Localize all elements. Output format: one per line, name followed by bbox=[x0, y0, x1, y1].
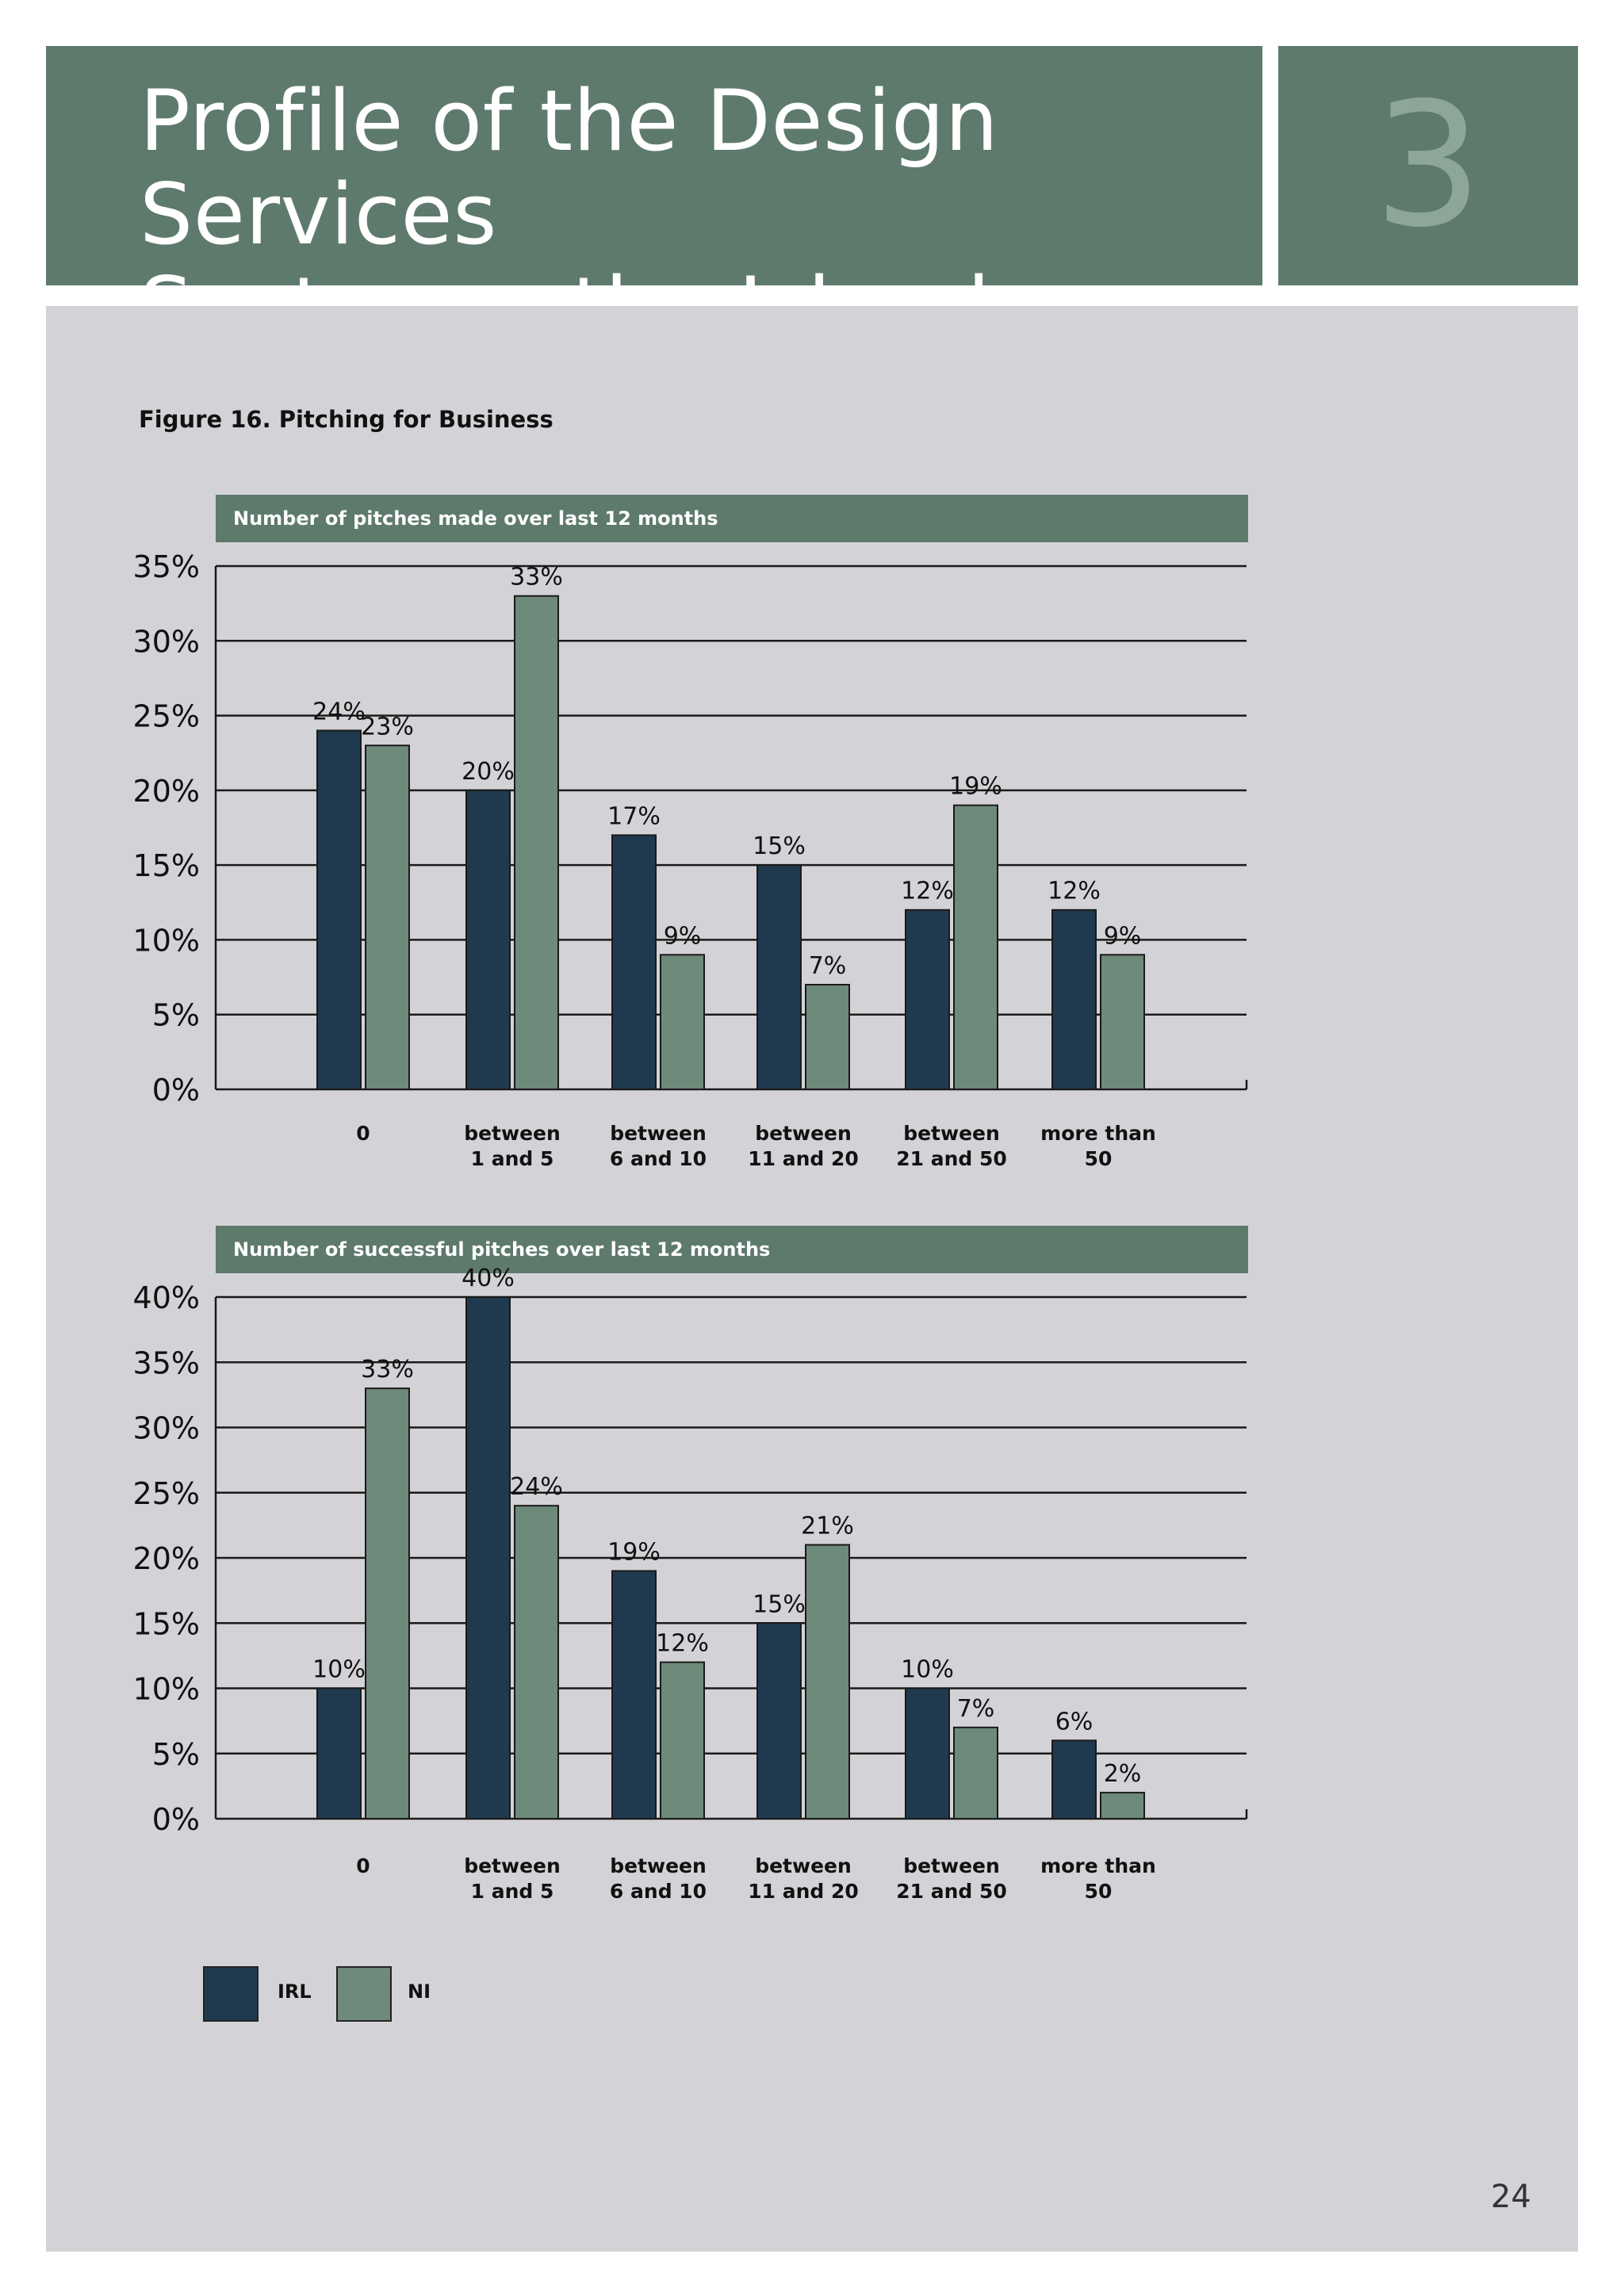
bar-irl-1 bbox=[466, 790, 510, 1089]
bar-ni-4 bbox=[954, 806, 998, 1089]
x-category-label: between 1 and 5 bbox=[464, 1122, 561, 1170]
bar-irl-0 bbox=[317, 1689, 361, 1820]
data-label-irl-0: 10% bbox=[312, 1655, 366, 1684]
chart-2-title: Number of successful pitches over last 12 months bbox=[216, 1226, 1248, 1273]
y-tick-label: 15% bbox=[132, 1606, 200, 1642]
bar-irl-0 bbox=[317, 730, 361, 1089]
bar-irl-5 bbox=[1052, 1740, 1096, 1819]
x-category-label: between 11 and 20 bbox=[748, 1122, 859, 1170]
data-label-ni-4: 19% bbox=[949, 772, 1002, 801]
legend-label-ni: NI bbox=[408, 1980, 431, 2003]
data-label-ni-1: 33% bbox=[510, 563, 563, 591]
y-tick-label: 35% bbox=[132, 1345, 200, 1381]
bar-ni-0 bbox=[366, 745, 409, 1089]
section-title-line-1: Profile of the Design Services bbox=[140, 72, 999, 263]
chart-1-title: Number of pitches made over last 12 months bbox=[216, 495, 1248, 542]
y-tick-label: 30% bbox=[132, 624, 200, 660]
bar-ni-3 bbox=[806, 1545, 849, 1819]
bar-irl-4 bbox=[906, 1689, 949, 1820]
legend-swatch-irl bbox=[203, 1966, 259, 2022]
data-label-irl-2: 19% bbox=[607, 1538, 661, 1567]
bar-ni-5 bbox=[1101, 955, 1144, 1089]
data-label-ni-1: 24% bbox=[510, 1473, 563, 1502]
bar-ni-4 bbox=[954, 1728, 998, 1819]
y-tick-label: 0% bbox=[151, 1073, 200, 1108]
x-category-label: between 1 and 5 bbox=[464, 1854, 561, 1903]
bar-irl-2 bbox=[612, 835, 656, 1089]
data-label-ni-2: 9% bbox=[663, 922, 702, 951]
legend-label-irl: IRL bbox=[278, 1980, 312, 2003]
y-tick-label: 20% bbox=[132, 1541, 200, 1576]
legend-swatch-ni bbox=[336, 1966, 392, 2022]
page-number: 24 bbox=[1491, 2179, 1531, 2215]
bar-ni-1 bbox=[515, 1506, 558, 1819]
bar-ni-1 bbox=[515, 596, 558, 1089]
y-tick-label: 25% bbox=[132, 698, 200, 734]
x-category-label: more than 50 bbox=[1040, 1122, 1156, 1170]
data-label-ni-0: 23% bbox=[361, 713, 414, 741]
data-label-irl-1: 40% bbox=[462, 1265, 515, 1292]
bar-irl-4 bbox=[906, 910, 949, 1089]
y-tick-label: 0% bbox=[151, 1802, 200, 1837]
bar-irl-3 bbox=[757, 865, 801, 1089]
bar-irl-2 bbox=[612, 1571, 656, 1819]
x-category-label: more than 50 bbox=[1040, 1854, 1156, 1903]
y-tick-label: 15% bbox=[132, 848, 200, 884]
y-tick-label: 5% bbox=[151, 1736, 200, 1772]
data-label-ni-5: 2% bbox=[1103, 1760, 1142, 1789]
data-label-ni-4: 7% bbox=[956, 1694, 995, 1723]
bar-ni-0 bbox=[366, 1388, 409, 1819]
x-category-label: between 21 and 50 bbox=[896, 1854, 1007, 1903]
x-category-label: between 21 and 50 bbox=[896, 1122, 1007, 1170]
bar-irl-3 bbox=[757, 1623, 801, 1819]
y-tick-label: 5% bbox=[151, 997, 200, 1033]
bar-irl-1 bbox=[466, 1297, 510, 1819]
y-tick-label: 20% bbox=[132, 773, 200, 809]
y-tick-label: 10% bbox=[132, 923, 200, 959]
x-category-label: 0 bbox=[356, 1854, 370, 1877]
data-label-irl-2: 17% bbox=[607, 802, 661, 831]
data-label-ni-0: 33% bbox=[361, 1356, 414, 1384]
data-label-ni-5: 9% bbox=[1103, 922, 1142, 951]
data-label-irl-4: 12% bbox=[901, 877, 954, 905]
x-category-label: 0 bbox=[356, 1122, 370, 1145]
data-label-irl-0: 24% bbox=[312, 698, 366, 726]
bar-ni-3 bbox=[806, 985, 849, 1089]
x-category-label: between 6 and 10 bbox=[609, 1122, 707, 1170]
x-category-label: between 11 and 20 bbox=[748, 1854, 859, 1903]
data-label-irl-5: 6% bbox=[1055, 1708, 1094, 1736]
bar-ni-5 bbox=[1101, 1793, 1144, 1819]
y-tick-label: 40% bbox=[132, 1280, 200, 1315]
figure-title: Figure 16. Pitching for Business bbox=[139, 406, 553, 433]
data-label-ni-2: 12% bbox=[656, 1629, 709, 1658]
bar-ni-2 bbox=[661, 955, 704, 1089]
y-tick-label: 35% bbox=[132, 549, 200, 584]
data-label-ni-3: 21% bbox=[801, 1512, 854, 1540]
data-label-irl-3: 15% bbox=[753, 1590, 806, 1619]
y-tick-label: 25% bbox=[132, 1475, 200, 1511]
section-number: 3 bbox=[1278, 46, 1578, 285]
y-tick-label: 10% bbox=[132, 1671, 200, 1707]
data-label-irl-5: 12% bbox=[1048, 877, 1101, 905]
data-label-irl-3: 15% bbox=[753, 832, 806, 861]
x-category-label: between 6 and 10 bbox=[609, 1854, 707, 1903]
bar-ni-2 bbox=[661, 1663, 704, 1819]
y-tick-label: 30% bbox=[132, 1410, 200, 1446]
bar-irl-5 bbox=[1052, 910, 1096, 1089]
data-label-irl-1: 20% bbox=[462, 757, 515, 786]
data-label-ni-3: 7% bbox=[808, 952, 847, 980]
data-label-irl-4: 10% bbox=[901, 1655, 954, 1684]
